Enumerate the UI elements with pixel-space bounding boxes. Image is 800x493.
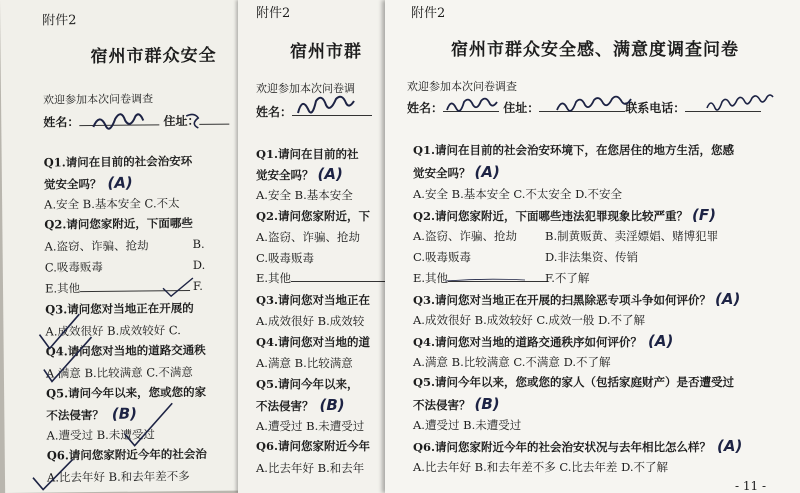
address-label: 住址： — [503, 101, 540, 115]
question-1-options: A.安全 B.基本安全 C.不太 — [44, 196, 180, 212]
question-6: Q6.请问您家附近今年 — [256, 439, 371, 453]
name-row — [256, 103, 372, 120]
handwritten-answer: (A) — [474, 163, 500, 181]
question-2-options-f: F.不了解 — [545, 271, 590, 285]
question-1-cont: 觉安全吗？ (A) — [256, 165, 343, 183]
question-4-options: A.满意 B.比较满意 C.不满意 — [45, 365, 193, 381]
question-1: Q1.请问在目前的社会治安环 — [43, 153, 193, 170]
handwritten-answer: (B) — [474, 395, 500, 413]
welcome-text: 欢迎参加本次问卷调查 — [407, 80, 517, 93]
annex-label: 附件2 — [42, 13, 77, 29]
question-6-options: A.比去年好 B.和去年 — [256, 461, 365, 475]
question-3-options: A.成效很好 B.成效较 — [256, 314, 365, 328]
question-6-options: A.比去年好 B.和去年差不多 C.比去年差 D.不了解 — [413, 460, 669, 474]
question-1: Q1.请问在目前的社 — [256, 147, 359, 161]
page-number: - 11 - — [735, 479, 767, 493]
annex-label: 附件2 — [411, 6, 446, 21]
handwritten-answer: (F) — [692, 206, 716, 224]
question-6: Q6.请问您家附近今年的社会治 — [46, 446, 207, 463]
question-2-options-a: A.盗窃、诈骗、抢劫 — [44, 238, 149, 254]
question-3: Q3.请问您对当地正在开展的扫黑除恶专项斗争如何评价？ (A) — [413, 290, 741, 308]
question-6: Q6.请问您家附近今年的社会治安状况与去年相比怎么样？ (A) — [413, 437, 743, 455]
question-5-cont: 不法侵害？ (B) — [413, 395, 500, 413]
question-1-cont: 觉安全吗？ (A) — [413, 163, 500, 181]
question-5: Q5.请问今年以来， — [256, 377, 359, 391]
question-2-options-d: D.非法集资、传销 — [545, 250, 638, 264]
question-1: Q1.请问在目前的社会治安环境下，在您居住的地方生活，您感 — [413, 143, 735, 157]
question-2-options-c: C.吸毒贩毒 — [413, 250, 472, 264]
question-1-cont: 觉安全吗？ (A) — [43, 173, 133, 192]
sheet-title: 宿州市群众安全感、满意度调查问卷 — [451, 40, 739, 60]
question-1-options: A.安全 B.基本安全 — [256, 188, 353, 202]
question-2-options-e: E.其他 — [45, 279, 190, 297]
handwritten-answer: (A) — [107, 173, 133, 192]
question-2-options-c: C.吸毒贩毒 — [256, 251, 315, 265]
question-5: Q5.请问今年以来，您或您的家 — [46, 384, 207, 401]
question-2: Q2.请问您家附近，下面哪些 — [44, 215, 193, 232]
question-5: Q5.请问今年以来，您或您的家人（包括家庭财产）是否遭受过 — [413, 375, 735, 389]
annex-label: 附件2 — [256, 6, 291, 21]
address-field[interactable] — [199, 113, 229, 125]
name-row — [43, 112, 229, 131]
questionnaire-sheet-left — [0, 0, 255, 493]
question-2-options-d: D. — [192, 257, 206, 272]
question-5-options: A.遭受过 B.未遭受过 — [46, 427, 155, 443]
handwritten-answer: (A) — [717, 437, 743, 455]
phone-field[interactable] — [685, 100, 761, 112]
question-4: Q4.请问您对当地的道路交通秩 — [45, 342, 206, 359]
name-label: 姓名： — [43, 115, 80, 130]
question-4: Q4.请问您对当地的道 — [256, 335, 371, 349]
question-4-options: A.满意 B.比较满意 — [256, 356, 353, 370]
question-2-options-a: A.盗窃、诈骗、抢劫 — [413, 229, 517, 243]
question-2-options-a: A.盗窃、诈骗、抢劫 — [256, 230, 360, 244]
question-2-options-f: F. — [192, 278, 203, 293]
question-3: Q3.请问您对当地正在开展的 — [45, 300, 194, 317]
name-row — [407, 99, 761, 116]
address-label: 住址： — [163, 113, 200, 129]
handwritten-answer: (B) — [111, 404, 138, 423]
question-2: Q2.请问您家附近，下面哪些违法犯罪现象比较严重？ (F) — [413, 206, 716, 224]
question-2-options-b: B.制黄贩黄、卖淫嫖娼、赌博犯罪 — [545, 229, 719, 243]
question-6-options: A.比去年好 B.和去年差不多 — [46, 469, 190, 485]
handwritten-answer: (B) — [319, 396, 345, 414]
name-field[interactable] — [79, 113, 159, 126]
name-field[interactable] — [292, 104, 372, 116]
name-label: 姓名： — [407, 101, 444, 115]
questionnaire-sheet-right — [385, 0, 800, 493]
question-2: Q2.请问您家附近，下 — [256, 209, 371, 223]
question-3-options: A.成效很好 B.成效较好 C. — [45, 323, 181, 339]
name-field[interactable] — [443, 100, 499, 112]
question-2-options-e: E.其他 — [256, 270, 391, 286]
welcome-text: 欢迎参加本次问卷调查 — [42, 92, 154, 107]
welcome-text: 欢迎参加本次问卷调 — [256, 82, 355, 95]
question-1-options: A.安全 B.基本安全 C.不太安全 D.不安全 — [413, 187, 623, 201]
question-5-cont: 不法侵害？ (B) — [46, 404, 138, 423]
sheet-title: 宿州市群 — [290, 42, 362, 62]
question-5-options: A.遭受过 B.未遭受过 — [413, 418, 522, 432]
question-3-options: A.成效很好 B.成效较好 C.成效一般 D.不了解 — [413, 313, 646, 327]
sheet-title: 宿州市群众安全 — [90, 45, 217, 68]
question-5-options: A.遭受过 B.未遭受过 — [256, 419, 365, 433]
question-4-options: A.满意 B.比较满意 C.不满意 D.不了解 — [413, 355, 611, 369]
name-label: 姓名： — [256, 105, 293, 119]
handwritten-answer: (A) — [317, 165, 343, 183]
question-2-options-c: C.吸毒贩毒 — [44, 259, 103, 275]
question-2-options-b: B. — [192, 236, 205, 251]
handwritten-answer: (A) — [648, 332, 674, 350]
question-4: Q4.请问您对当地的道路交通秩序如何评价？ (A) — [413, 332, 674, 350]
question-2-options-e: E.其他 — [413, 270, 548, 286]
address-field[interactable] — [539, 100, 625, 112]
question-3: Q3.请问您对当地正在 — [256, 293, 371, 307]
question-5-cont: 不法侵害？ (B) — [256, 396, 345, 414]
handwritten-answer: (A) — [715, 290, 741, 308]
phone-label: 联系电话： — [625, 101, 686, 115]
